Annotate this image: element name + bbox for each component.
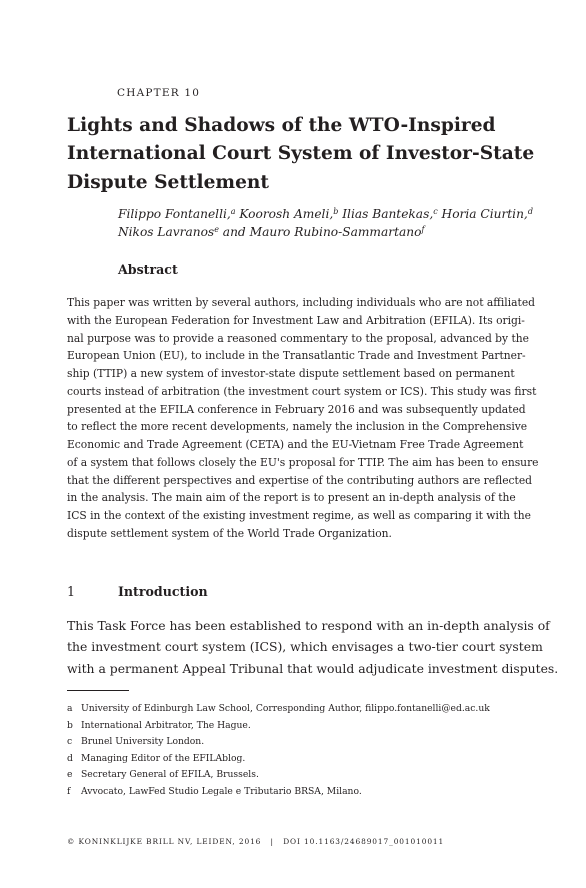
title-line: Dispute Settlement	[67, 171, 270, 193]
abstract-line: courts instead of arbitration (the investment court system or ICS). This study was first	[67, 384, 537, 398]
affiliation-marker: b	[333, 207, 339, 216]
author-line	[118, 223, 548, 241]
body-line: This Task Force has been established to respond with an in-depth analysis of	[67, 618, 550, 633]
title-line: Lights and Shadows of the WTO-Inspired	[67, 115, 496, 136]
abstract-line: with the European Federation for Investment Law and Arbitration (EFILA). Its origi-	[67, 313, 525, 327]
paper-title	[67, 112, 537, 197]
footnote-text: Brunel University London.	[81, 736, 205, 747]
footnote-item	[67, 734, 527, 751]
affiliation-marker: e	[214, 225, 219, 235]
page-footer	[67, 837, 527, 846]
footnote-key: a	[67, 703, 73, 714]
footnote-item	[67, 784, 527, 801]
author-list	[118, 205, 548, 242]
copyright-notice: © KONINKLIJKE BRILL NV, LEIDEN, 2016	[67, 837, 262, 846]
affiliation-marker: f	[421, 225, 425, 235]
footnote-key: c	[67, 736, 73, 747]
abstract-line: in the analysis. The main aim of the report is to present an in-depth analysis of the	[67, 491, 516, 505]
footnote-text: University of Edinburgh Law School, Corresponding Author, filippo.fontanelli@ed.ac.uk	[81, 703, 490, 714]
abstract-line: Economic and Trade Agreement (CETA) and the EU-Vietnam Free Trade Agreement	[67, 438, 524, 451]
author-name: Horia Ciurtin,	[437, 207, 528, 221]
body-line: the investment court system (ICS), which envisages a two-tier court system	[67, 639, 543, 655]
chapter-label: CHAPTER 10	[117, 87, 201, 99]
abstract-line: This paper was written by several authors, including individuals who are not affiliated	[67, 296, 535, 309]
doi-text: DOI 10.1163/24689017_001010011	[283, 837, 445, 846]
body-line: with a permanent Appeal Tribunal that would adjudicate investment disputes.	[67, 660, 559, 676]
abstract-line: to reflect the more recent developments, namely the inclusion in the Comprehensive	[67, 420, 528, 434]
affiliation-marker: a	[230, 207, 236, 216]
footnote-key: d	[67, 752, 73, 764]
abstract-line: ICS in the context of the existing investment regime, as well as comparing it with the	[67, 509, 531, 522]
title-line: International Court System of Investor-State	[67, 143, 535, 165]
abstract-body	[67, 294, 539, 543]
footnote-key: e	[67, 769, 73, 780]
abstract-line: that the different perspectives and expertise of the contributing authors are reflected	[67, 473, 533, 487]
abstract-line: of a system that follows closely the EU's proposal for TTIP. The aim has been to ensure	[67, 455, 539, 469]
footnote-text: Avvocato, LawFed Studio Legale e Tributario BRSA, Milano.	[81, 785, 362, 797]
footer-separator: |	[270, 837, 274, 846]
footnote-text: International Arbitrator, The Hague.	[81, 719, 251, 731]
footnote-item	[67, 751, 527, 768]
intro-paragraph	[67, 615, 559, 679]
author-name: Koorosh Ameli,	[235, 207, 334, 221]
author-name: Nikos Lavranos	[118, 225, 215, 240]
abstract-heading: Abstract	[118, 262, 178, 277]
footnote-key: b	[67, 719, 73, 731]
footnote-item	[67, 701, 527, 718]
abstract-line: nal purpose was to provide a reasoned commentary to the proposal, advanced by the	[67, 331, 529, 345]
affiliation-marker: c	[433, 207, 438, 216]
footnote-text: Managing Editor of the EFILAblog.	[81, 752, 246, 764]
author-name: and Mauro Rubino-Sammartano	[218, 225, 422, 240]
abstract-line: European Union (EU), to include in the Transatlantic Trade and Investment Partner-	[67, 349, 526, 363]
abstract-line: presented at the EFILA conference in February 2016 and was subsequently updated	[67, 402, 526, 416]
author-line	[118, 205, 548, 223]
footnote-item	[67, 767, 527, 784]
footnote-key: f	[67, 785, 71, 797]
footnote-list	[67, 701, 527, 800]
footnote-item	[67, 718, 527, 735]
section-title: Introduction	[118, 584, 208, 599]
abstract-line: ship (TTIP) a new system of investor-state dispute settlement based on permanent	[67, 367, 515, 380]
affiliation-marker: d	[527, 207, 533, 216]
author-name: Filippo Fontanelli,	[118, 207, 231, 221]
footnote-divider	[67, 690, 129, 691]
abstract-line: dispute settlement system of the World Trade Organization.	[67, 526, 392, 540]
footnote-text: Secretary General of EFILA, Brussels.	[81, 769, 259, 780]
section-number: 1	[67, 584, 76, 599]
author-name: Ilias Bantekas,	[338, 207, 434, 221]
